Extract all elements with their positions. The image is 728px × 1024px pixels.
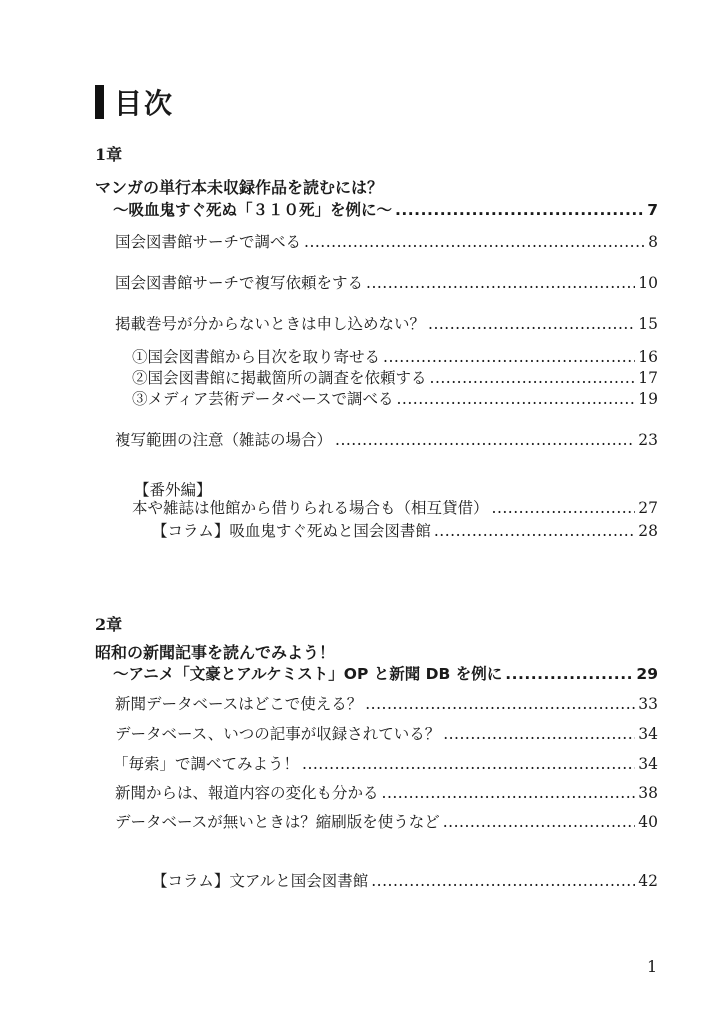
toc-entry-label: 【コラム】文アルと国会図書館 xyxy=(152,872,369,890)
toc-dot-leader xyxy=(371,871,635,891)
toc-entry[interactable] xyxy=(132,347,658,367)
toc-entry[interactable] xyxy=(115,314,658,334)
toc-entry-page: 34 xyxy=(638,725,658,743)
toc-dot-leader xyxy=(383,347,635,367)
title-bar-mark xyxy=(95,85,104,119)
toc-entry-page: 29 xyxy=(636,665,658,683)
toc-entry-label: 複写範囲の注意（雑誌の場合） xyxy=(115,431,333,449)
toc-entry-label: 本や雑誌は他館から借りられる場合も（相互貸借） xyxy=(132,499,489,517)
toc-entry-page: 15 xyxy=(638,315,658,333)
toc-entry-page: 33 xyxy=(638,695,658,713)
toc-entry-label: 掲載巻号が分からないときは申し込めない？ xyxy=(115,315,426,333)
toc-entry[interactable] xyxy=(115,430,658,450)
toc-entry-chapter-1-subheading[interactable] xyxy=(113,200,658,220)
toc-dot-leader xyxy=(505,664,633,684)
toc-dot-leader xyxy=(302,754,635,774)
toc-dot-leader xyxy=(304,232,645,252)
toc-dot-leader xyxy=(492,498,636,518)
toc-entry[interactable] xyxy=(132,389,658,409)
toc-entry-column[interactable] xyxy=(152,521,658,541)
toc-entry-label: データベースが無いときは？縮刷版を使うなど xyxy=(115,813,440,831)
toc-entry[interactable] xyxy=(115,812,658,832)
toc-entry-page: 38 xyxy=(638,784,658,802)
page-title xyxy=(95,84,174,120)
toc-dot-leader xyxy=(382,783,636,803)
toc-entry[interactable] xyxy=(115,694,658,714)
toc-entry-label: 新聞データベースはどこで使える？ xyxy=(115,695,363,713)
toc-entry[interactable] xyxy=(132,368,658,388)
chapter-1-heading: マンガの単行本未収録作品を読むには？ xyxy=(95,178,384,197)
toc-dot-leader xyxy=(335,430,635,450)
toc-entry-label: 国会図書館サーチで調べる xyxy=(115,233,302,251)
toc-entry[interactable] xyxy=(115,273,658,293)
toc-dot-leader xyxy=(434,521,635,541)
toc-entry-label: 国会図書館サーチで複写依頼をする xyxy=(115,274,364,292)
page-number: 1 xyxy=(647,957,658,976)
toc-entry-page: 16 xyxy=(638,348,658,366)
toc-entry-page: 19 xyxy=(638,390,658,408)
toc-entry-label: ～吸血鬼すぐ死ぬ「３１０死」を例に～ xyxy=(113,201,393,219)
toc-dot-leader xyxy=(366,273,635,293)
toc-dot-leader xyxy=(430,368,636,388)
toc-entry-page: 27 xyxy=(638,499,658,517)
toc-entry-page: 7 xyxy=(647,201,658,219)
toc-entry-page: 8 xyxy=(648,233,658,251)
toc-entry-page: 23 xyxy=(638,431,658,449)
toc-entry-label: ①国会図書館から目次を取り寄せる xyxy=(132,348,381,366)
toc-dot-leader xyxy=(443,724,635,744)
toc-entry[interactable] xyxy=(115,783,658,803)
toc-entry-label: 【コラム】吸血鬼すぐ死ぬと国会図書館 xyxy=(152,522,431,540)
toc-entry-label: ②国会図書館に掲載箇所の調査を依頼する xyxy=(132,369,427,387)
chapter-2-heading: 昭和の新聞記事を読んでみよう！ xyxy=(95,643,336,662)
toc-entry-page: 40 xyxy=(638,813,658,831)
toc-entry-label: 新聞からは、報道内容の変化も分かる xyxy=(115,784,379,802)
toc-dot-leader xyxy=(395,200,644,220)
toc-entry[interactable] xyxy=(115,232,658,252)
toc-entry-label: ③メディア芸術データベースで調べる xyxy=(132,390,394,408)
toc-entry-chapter-2-subheading[interactable] xyxy=(113,664,658,684)
toc-entry[interactable] xyxy=(115,724,658,744)
page-title-text: 目次 xyxy=(114,87,175,120)
toc-dot-leader xyxy=(443,812,636,832)
toc-entry-label: ～アニメ「文豪とアルケミスト」OP と新聞 DB を例に xyxy=(113,665,503,683)
toc-entry-label: データベース、いつの記事が収録されている？ xyxy=(115,725,441,743)
toc-entry[interactable] xyxy=(113,754,658,774)
toc-entry-column[interactable] xyxy=(152,871,658,891)
toc-entry-page: 17 xyxy=(638,369,658,387)
toc-entry-label: 「毎索」で調べてみよう！ xyxy=(113,755,300,773)
chapter-2-label: 2章 xyxy=(95,615,123,634)
toc-entry-page: 42 xyxy=(638,872,658,890)
toc-dot-leader xyxy=(397,389,636,409)
toc-entry-page: 34 xyxy=(638,755,658,773)
extra-section-heading: 【番外編】 xyxy=(134,481,212,499)
toc-entry[interactable] xyxy=(132,498,658,518)
toc-entry-page: 10 xyxy=(638,274,658,292)
chapter-1-label: 1章 xyxy=(95,145,123,164)
toc-dot-leader xyxy=(428,314,635,334)
toc-entry-page: 28 xyxy=(638,522,658,540)
toc-dot-leader xyxy=(365,694,635,714)
